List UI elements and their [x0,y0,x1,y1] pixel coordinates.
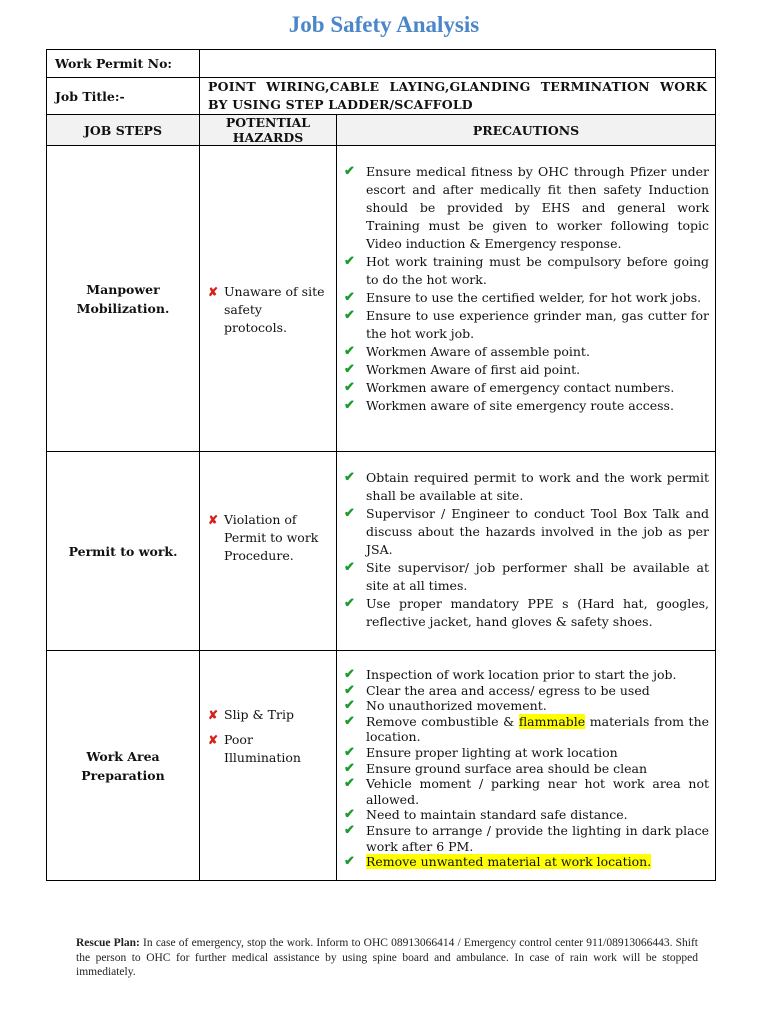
check-mark-icon: ✔ [344,822,355,838]
precaution-text: Ensure ground surface area should be clean [366,760,647,776]
precaution-text: Supervisor / Engineer to conduct Tool Box Talk and discuss about the hazards involved in the job as per JSA. [366,506,710,557]
precaution-item [341,667,709,683]
column-header-job-steps: JOB STEPS [47,115,200,146]
precaution-item [341,745,709,761]
hazard-text: Poor Illumination [224,732,301,765]
precautions-cell [337,146,716,452]
precaution-item [341,823,709,854]
column-header-precautions: PRECAUTIONS [337,115,716,146]
hazard-item [206,283,328,337]
precaution-item [341,253,709,289]
cross-mark-icon: ✘ [208,733,219,747]
table-row [47,146,716,452]
precaution-text [366,854,709,870]
jsa-rows [47,146,716,881]
precaution-item [341,776,709,807]
rescue-plan [76,936,698,980]
precaution-item [341,379,709,397]
check-mark-icon: ✔ [344,290,355,305]
hazard-list [206,283,328,337]
precaution-item [341,505,709,559]
precautions-cell [337,651,716,881]
precaution-item [341,595,709,631]
column-header-potential-hazards: POTENTIAL HAZARDS [200,115,337,146]
check-mark-icon: ✔ [344,164,355,179]
job-step-cell: Manpower Mobilization. [47,146,200,452]
check-mark-icon: ✔ [344,698,355,714]
precaution-text: Need to maintain standard safe distance. [366,807,628,823]
precaution-text: Obtain required permit to work and the work permit shall be available at site. [366,470,710,503]
precaution-item [341,163,709,253]
table-row [47,651,716,881]
highlighted-text: flammable [518,713,586,729]
precaution-list [341,163,709,415]
cross-mark-icon: ✘ [208,513,219,527]
check-mark-icon: ✔ [344,760,355,776]
precaution-text: Hot work training must be compulsory before going to do the hot work. [366,254,710,287]
precaution-item [341,683,709,699]
precaution-text: Use proper mandatory PPE s (Hard hat, googles, reflective jacket, hand gloves & safety shoes. [366,596,710,629]
rescue-plan-text: In case of emergency, stop the work. Inform to OHC 08913066414 / Emergency control center 911/08913066443. Shift the person to OHC for further medical assistance by using spine board and ambulance. In case of rain work will be stopped immediately. [76,937,699,978]
precaution-item [341,343,709,361]
check-mark-icon: ✔ [344,254,355,269]
check-mark-icon: ✔ [344,713,355,729]
check-mark-icon: ✔ [344,682,355,698]
document-title: Job Safety Analysis [288,12,480,37]
precaution-list [341,667,709,870]
precaution-text: Inspection of work location prior to start the job. [366,667,677,682]
precaution-item [341,469,709,505]
precaution-item [341,714,709,745]
work-permit-value [200,50,716,78]
hazard-item [206,731,328,767]
hazard-text: Unaware of site safety protocols. [224,284,325,335]
hazard-item [206,706,328,724]
precaution-text: Ensure proper lighting at work location [366,744,618,760]
precaution-text: Ensure to arrange / provide the lighting in dark place work after 6 PM. [366,822,710,854]
job-title-label: Job Title:- [47,78,200,115]
check-mark-icon: ✔ [344,344,355,359]
check-mark-icon: ✔ [344,807,355,823]
rescue-plan-label: Rescue Plan: [76,937,140,949]
precaution-text: Ensure to use the certified welder, for hot work jobs. [366,290,702,305]
hazard-item [206,511,328,565]
precaution-text: Workmen aware of emergency contact numbers. [366,380,675,395]
precaution-item [341,807,709,823]
precaution-text: Workmen Aware of first aid point. [366,362,581,377]
potential-hazards-cell [200,146,337,452]
check-mark-icon: ✔ [344,596,355,611]
precaution-item [341,698,709,714]
hazard-text: Violation of Permit to work Procedure. [224,512,319,563]
check-mark-icon: ✔ [344,506,355,521]
precautions-cell [337,452,716,651]
precaution-text: Workmen aware of site emergency route access. [366,398,674,413]
precaution-text-part: Remove combustible & [366,713,519,729]
precaution-item [341,559,709,595]
precaution-item [341,307,709,343]
check-mark-icon: ✔ [344,470,355,485]
hazard-list [206,511,328,565]
work-permit-label: Work Permit No: [47,50,200,78]
check-mark-icon: ✔ [344,854,355,870]
job-step-cell: Work Area Preparation [47,651,200,881]
precaution-list [341,469,709,631]
precaution-text: Ensure medical fitness by OHC through Pfizer under escort and after medically fit then safety Induction should be provided by EHS and general work Training must be given to worker following topic Video induction & Emergency response. [366,164,710,251]
check-mark-icon: ✔ [344,380,355,395]
precaution-text: Clear the area and access/ egress to be used [366,682,650,698]
precaution-text: Ensure to use experience grinder man, gas cutter for the hot work job. [366,308,710,341]
potential-hazards-cell [200,452,337,651]
hazard-text: Slip & Trip [224,707,294,722]
precaution-item [341,854,709,870]
check-mark-icon: ✔ [344,308,355,323]
check-mark-icon: ✔ [344,776,355,792]
precaution-item [341,361,709,379]
precaution-item [341,289,709,307]
check-mark-icon: ✔ [344,667,355,682]
cross-mark-icon: ✘ [208,285,219,299]
table-row [47,452,716,651]
potential-hazards-cell [200,651,337,881]
job-step-cell: Permit to work. [47,452,200,651]
precaution-text: Workmen Aware of assemble point. [366,344,590,359]
check-mark-icon: ✔ [344,744,355,760]
precaution-item [341,761,709,777]
jsa-table [46,49,716,881]
check-mark-icon: ✔ [344,362,355,377]
check-mark-icon: ✔ [344,398,355,413]
precaution-text-part: materials from the location. [366,713,710,745]
check-mark-icon: ✔ [344,560,355,575]
highlighted-text: Remove unwanted material at work location. [366,854,652,870]
hazard-list [206,706,328,767]
precaution-text: No unauthorized movement. [366,698,547,714]
precaution-text: Vehicle moment / parking near hot work area not allowed. [366,776,710,807]
job-title-value: POINT WIRING,CABLE LAYING,GLANDING TERMINATION WORK BY USING STEP LADDER/SCAFFOLD [200,78,716,115]
precaution-text: Site supervisor/ job performer shall be available at site at all times. [366,560,710,593]
precaution-item [341,397,709,415]
precaution-text [366,714,709,745]
cross-mark-icon: ✘ [208,708,219,722]
